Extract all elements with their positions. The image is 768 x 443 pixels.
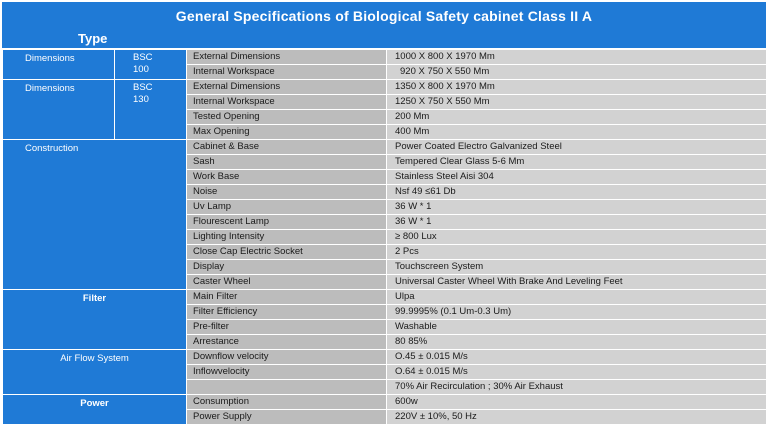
param-value: 200 Mm bbox=[387, 110, 767, 125]
group-power: Power bbox=[3, 395, 187, 425]
param-label: Sash bbox=[187, 155, 387, 170]
param-label: Work Base bbox=[187, 170, 387, 185]
param-value: 920 X 750 X 550 Mm bbox=[387, 65, 767, 80]
type-label: Type bbox=[78, 31, 108, 46]
param-label: Cabinet & Base bbox=[187, 140, 387, 155]
subgroup-model: BSC bbox=[133, 82, 153, 93]
param-label: Main Filter bbox=[187, 290, 387, 305]
param-value: 1250 X 750 X 550 Mm bbox=[387, 95, 767, 110]
table-row bbox=[3, 290, 767, 305]
table-row bbox=[3, 350, 767, 365]
group-filter: Filter bbox=[3, 290, 187, 350]
param-value: 1350 X 800 X 1970 Mm bbox=[387, 80, 767, 95]
param-label: Display bbox=[187, 260, 387, 275]
param-label: Downflow velocity bbox=[187, 350, 387, 365]
table-row bbox=[3, 140, 767, 155]
param-value: 36 W * 1 bbox=[387, 215, 767, 230]
param-label: Internal Workspace bbox=[187, 65, 387, 80]
group-dimensions-130: Dimensions bbox=[3, 80, 115, 140]
param-value: 70% Air Recirculation ; 30% Air Exhaust bbox=[387, 380, 767, 395]
param-value: 400 Mm bbox=[387, 125, 767, 140]
param-value: 2 Pcs bbox=[387, 245, 767, 260]
param-value: 220V ± 10%, 50 Hz bbox=[387, 410, 767, 425]
param-value: Power Coated Electro Galvanized Steel bbox=[387, 140, 767, 155]
param-label: Pre-filter bbox=[187, 320, 387, 335]
param-label: External Dimensions bbox=[187, 50, 387, 65]
param-value: 36 W * 1 bbox=[387, 200, 767, 215]
table-row bbox=[3, 395, 767, 410]
param-label: Arrestance bbox=[187, 335, 387, 350]
param-label: Max Opening bbox=[187, 125, 387, 140]
group-construction: Construction bbox=[3, 140, 187, 290]
spec-table bbox=[2, 49, 767, 425]
param-value: Washable bbox=[387, 320, 767, 335]
param-label: Filter Efficiency bbox=[187, 305, 387, 320]
param-label bbox=[187, 380, 387, 395]
param-label: Tested Opening bbox=[187, 110, 387, 125]
param-value: Nsf 49 ≤61 Db bbox=[387, 185, 767, 200]
param-value: Stainless Steel Aisi 304 bbox=[387, 170, 767, 185]
subgroup-bsc-100 bbox=[115, 50, 187, 80]
subgroup-size: 130 bbox=[133, 94, 149, 105]
param-value: 600w bbox=[387, 395, 767, 410]
param-label: Lighting Intensity bbox=[187, 230, 387, 245]
table-row bbox=[3, 50, 767, 65]
param-value: Touchscreen System bbox=[387, 260, 767, 275]
param-value: Ulpa bbox=[387, 290, 767, 305]
param-label: Uv Lamp bbox=[187, 200, 387, 215]
subgroup-bsc-130 bbox=[115, 80, 187, 140]
param-value: 1000 X 800 X 1970 Mm bbox=[387, 50, 767, 65]
subgroup-model: BSC bbox=[133, 52, 153, 63]
group-air-flow-system: Air Flow System bbox=[3, 350, 187, 395]
param-value: Tempered Clear Glass 5-6 Mm bbox=[387, 155, 767, 170]
param-label: External Dimensions bbox=[187, 80, 387, 95]
param-label: Internal Workspace bbox=[187, 95, 387, 110]
param-value: 80 85% bbox=[387, 335, 767, 350]
param-value: 99.9995% (0.1 Um-0.3 Um) bbox=[387, 305, 767, 320]
group-dimensions-100: Dimensions bbox=[3, 50, 115, 80]
sheet-title: General Specifications of Biological Safety cabinet Class II A bbox=[2, 2, 766, 30]
param-label: Power Supply bbox=[187, 410, 387, 425]
param-value: ≥ 800 Lux bbox=[387, 230, 767, 245]
param-label: Noise bbox=[187, 185, 387, 200]
param-label: Consumption bbox=[187, 395, 387, 410]
param-value: O.45 ± 0.015 M/s bbox=[387, 350, 767, 365]
param-label: Caster Wheel bbox=[187, 275, 387, 290]
param-value: Universal Caster Wheel With Brake And Leveling Feet bbox=[387, 275, 767, 290]
subgroup-size: 100 bbox=[133, 64, 149, 75]
param-label: Flourescent Lamp bbox=[187, 215, 387, 230]
table-row bbox=[3, 80, 767, 95]
type-header bbox=[2, 29, 766, 49]
param-value: O.64 ± 0.015 M/s bbox=[387, 365, 767, 380]
param-label: Inflowvelocity bbox=[187, 365, 387, 380]
param-label: Close Cap Electric Socket bbox=[187, 245, 387, 260]
spec-sheet bbox=[2, 2, 766, 441]
